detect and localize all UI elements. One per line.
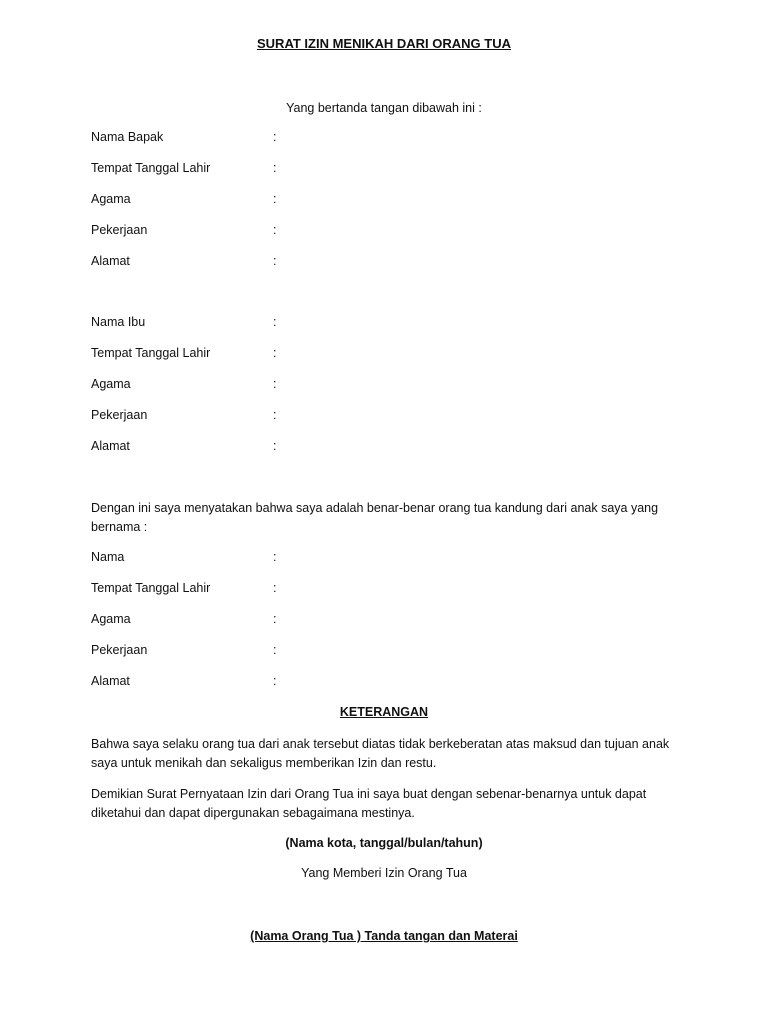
- field-colon: :: [273, 550, 277, 564]
- field-colon: :: [273, 346, 277, 360]
- field-label: Pekerjaan: [91, 223, 148, 237]
- signature-stamp-label: Tanda tangan dan Materai: [361, 929, 518, 943]
- field-label: Pekerjaan: [91, 643, 148, 657]
- field-colon: :: [273, 223, 277, 237]
- field-label: Nama Ibu: [91, 315, 146, 329]
- field-colon: :: [273, 254, 277, 268]
- keterangan-paragraph-1: Bahwa saya selaku orang tua dari anak tersebut diatas tidak berkeberatan atas maksud dan tujuan anak saya untuk menikah dan sekaligus memberikan Izin dan restu.: [91, 737, 670, 770]
- field-colon: :: [273, 612, 277, 626]
- field-colon: :: [273, 130, 277, 144]
- field-label: Tempat Tanggal Lahir: [91, 581, 211, 595]
- field-colon: :: [273, 315, 277, 329]
- document-title: SURAT IZIN MENIKAH DARI ORANG TUA: [257, 36, 511, 51]
- permission-giver-line: Yang Memberi Izin Orang Tua: [301, 866, 467, 880]
- field-colon: :: [273, 439, 277, 453]
- field-label: Alamat: [91, 254, 130, 268]
- signature-line: [0, 929, 768, 943]
- field-colon: :: [273, 408, 277, 422]
- field-colon: :: [273, 161, 277, 175]
- field-label: Nama Bapak: [91, 130, 164, 144]
- statement-paragraph: Dengan ini saya menyatakan bahwa saya adalah benar-benar orang tua kandung dari anak saya yang bernama :: [91, 501, 659, 534]
- field-colon: :: [273, 674, 277, 688]
- field-colon: :: [273, 643, 277, 657]
- field-label: Agama: [91, 377, 131, 391]
- field-label: Alamat: [91, 674, 130, 688]
- intro-text: Yang bertanda tangan dibawah ini :: [286, 101, 482, 115]
- parent-name-placeholder: (Nama Orang Tua ): [250, 929, 362, 943]
- field-label: Agama: [91, 192, 131, 206]
- field-label: Tempat Tanggal Lahir: [91, 346, 211, 360]
- field-colon: :: [273, 581, 277, 595]
- field-label: Alamat: [91, 439, 130, 453]
- field-label: Tempat Tanggal Lahir: [91, 161, 211, 175]
- field-label: Nama: [91, 550, 125, 564]
- field-colon: :: [273, 377, 277, 391]
- field-colon: :: [273, 192, 277, 206]
- keterangan-paragraph-2: Demikian Surat Pernyataan Izin dari Orang Tua ini saya buat dengan sebenar-benarnya untuk dapat diketahui dan dapat dipergunakan sebagaimana mestinya.: [91, 787, 647, 820]
- field-label: Pekerjaan: [91, 408, 148, 422]
- field-label: Agama: [91, 612, 131, 626]
- place-date-line: (Nama kota, tanggal/bulan/tahun): [285, 836, 483, 850]
- keterangan-heading: KETERANGAN: [339, 705, 429, 719]
